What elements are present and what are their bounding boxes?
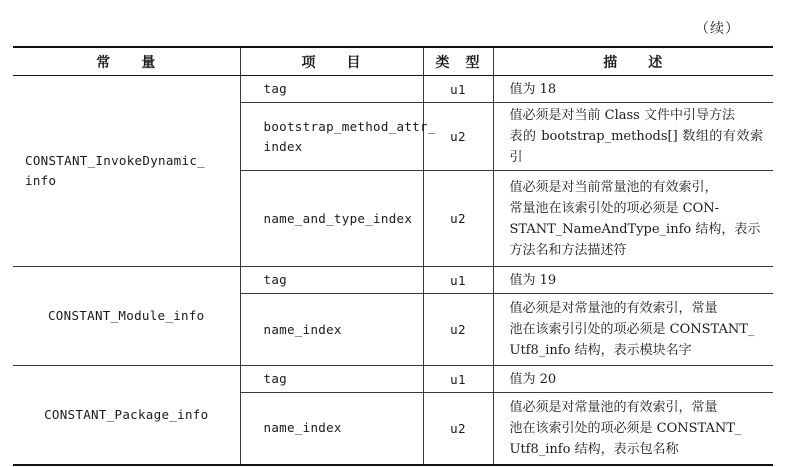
- constant-name-line: info: [25, 173, 57, 188]
- item-cell: tag: [240, 267, 423, 294]
- description-cell: 值为 18: [493, 76, 773, 103]
- constant-pool-table: [13, 46, 773, 466]
- type-cell: u2: [423, 294, 493, 366]
- type-cell: u2: [423, 171, 493, 267]
- description-line: 值必须是对当前 Class 文件中引导方法: [509, 108, 735, 123]
- item-cell: name_index: [240, 393, 423, 465]
- constant-name-cell: [13, 76, 240, 267]
- header-description: 描 述: [493, 47, 773, 76]
- constant-name-cell: CONSTANT_Package_info: [13, 366, 240, 465]
- item-cell: name_index: [240, 294, 423, 366]
- description-line: 表的 bootstrap_methods[] 数组的有效索引: [509, 129, 763, 165]
- item-line: bootstrap_method_attr_: [263, 118, 436, 134]
- description-line: 值必须是对常量池的有效索引，常量: [509, 399, 718, 415]
- header-type: 类 型: [423, 47, 493, 76]
- type-cell: u2: [423, 393, 493, 465]
- description-line: 方法名和方法描述符: [509, 242, 627, 258]
- description-line: STANT_NameAndType_info 结构，表示: [509, 221, 761, 237]
- constant-name-line: CONSTANT_InvokeDynamic_: [25, 153, 205, 168]
- type-cell: u1: [423, 76, 493, 103]
- table-row: [13, 76, 773, 103]
- description-line: 池在该索引处的项必须是 CONSTANT_: [509, 420, 742, 436]
- description-line: 池在该索引引处的项必须是 CONSTANT_: [509, 322, 755, 337]
- description-cell: [493, 393, 773, 465]
- item-cell: [240, 103, 436, 171]
- description-cell: 值为 19: [493, 267, 773, 294]
- description-cell: [493, 294, 773, 366]
- table-row: [13, 267, 773, 294]
- description-line: Utf8_info 结构，表示包名称: [509, 441, 679, 457]
- type-cell: u2: [423, 103, 493, 171]
- constant-name-cell: CONSTANT_Module_info: [13, 267, 240, 366]
- item-cell: tag: [240, 76, 423, 103]
- header-item: 项 目: [240, 47, 423, 76]
- description-line: 值必须是对常量池的有效索引，常量: [509, 301, 718, 316]
- item-cell: name_and_type_index: [240, 171, 423, 267]
- continued-label: （续）: [695, 21, 740, 37]
- table-header-row: [13, 47, 773, 76]
- type-cell: u1: [423, 267, 493, 294]
- description-line: Utf8_info 结构，表示模块名字: [509, 343, 692, 358]
- description-cell: [493, 103, 773, 171]
- table-row: [13, 366, 773, 393]
- item-cell: tag: [240, 366, 423, 393]
- description-line: 常量池在该索引处的项必须是 CON-: [509, 200, 720, 216]
- item-line: index: [263, 138, 303, 154]
- description-cell: [493, 171, 773, 267]
- type-cell: u1: [423, 366, 493, 393]
- description-line: 值必须是对当前常量池的有效索引，: [509, 179, 718, 195]
- description-cell: 值为 20: [493, 366, 773, 393]
- header-constant: 常 量: [13, 47, 240, 76]
